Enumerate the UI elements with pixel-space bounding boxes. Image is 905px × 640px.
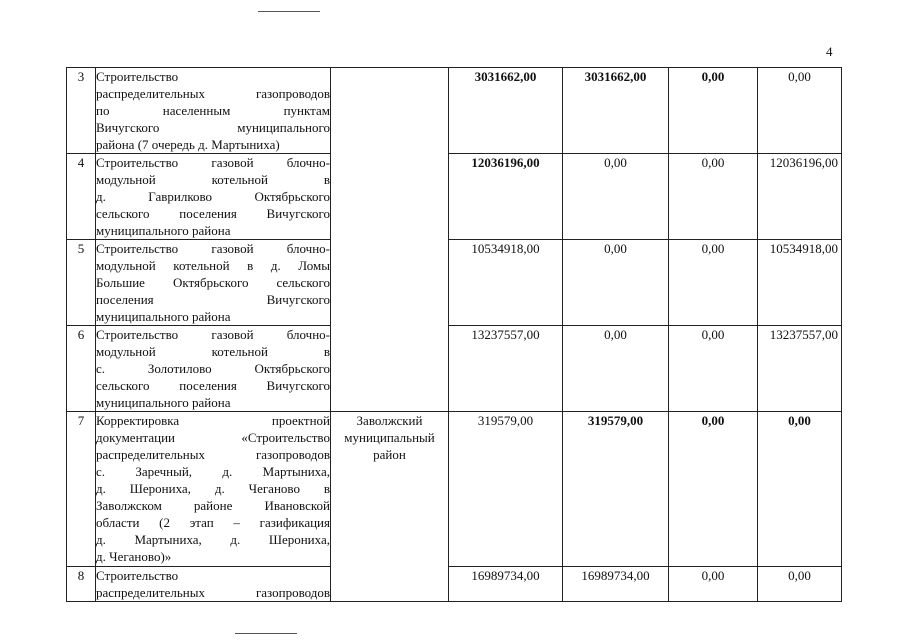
row-number: 4: [67, 154, 96, 240]
value-col2: 0,00: [563, 240, 669, 326]
value-total: 3031662,00: [449, 68, 563, 154]
value-col4: 13237557,00: [758, 326, 842, 412]
value-total: 12036196,00: [449, 154, 563, 240]
row-number: 8: [67, 567, 96, 602]
value-total: 10534918,00: [449, 240, 563, 326]
value-col4: 0,00: [758, 412, 842, 567]
value-col3: 0,00: [669, 154, 758, 240]
value-col2: 319579,00: [563, 412, 669, 567]
value-total: 13237557,00: [449, 326, 563, 412]
value-total: 319579,00: [449, 412, 563, 567]
value-col2: 0,00: [563, 154, 669, 240]
page-number: 4: [826, 44, 833, 59]
table-row: [67, 412, 842, 567]
value-col4: 0,00: [758, 68, 842, 154]
project-name: Строительство распределительных газопроводов: [96, 568, 330, 600]
row-number: 6: [67, 326, 96, 412]
project-name: Строительство газовой блочно- модульной котельной в д. Ломы Большие Октябрьского сельского поселения Вичугского муниципального района: [96, 241, 330, 324]
table-row: [67, 326, 842, 412]
row-number: 3: [67, 68, 96, 154]
value-col4: 12036196,00: [758, 154, 842, 240]
row-number: 5: [67, 240, 96, 326]
municipality-cell: Заволжский муниципальный район: [331, 412, 449, 602]
value-col2: 3031662,00: [563, 68, 669, 154]
value-col2: 16989734,00: [563, 567, 669, 602]
value-col3: 0,00: [669, 567, 758, 602]
row-number: 7: [67, 412, 96, 567]
value-col3: 0,00: [669, 240, 758, 326]
value-col2: 0,00: [563, 326, 669, 412]
top-separator-line: [258, 11, 320, 12]
value-col4: 0,00: [758, 567, 842, 602]
project-name: Корректировка проектной документации «Строительство распределительных газопроводов с. Заречный, д. Мартыниха, д. Шерониха, д. Чеганово в Заволжском районе Ивановской области (2 этап – газификация д. Мартыниха, д. Шерониха, д. Чеганово)»: [96, 412, 331, 567]
value-col4: 10534918,00: [758, 240, 842, 326]
value-total: 16989734,00: [449, 567, 563, 602]
project-name: Строительство газовой блочно- модульной котельной в с. Золотилово Октябрьского сельского поселения Вичугского муниципального района: [96, 327, 330, 410]
project-name: Строительство распределительных газопроводов по населенным пунктам Вичугского муниципального района (7 очередь д. Мартыниха): [96, 69, 330, 152]
project-name: Строительство газовой блочно- модульной котельной в д. Гаврилково Октябрьского сельского поселения Вичугского муниципального района: [96, 155, 330, 238]
table-row: [67, 567, 842, 602]
value-col3: 0,00: [669, 412, 758, 567]
bottom-separator-line: [235, 633, 297, 634]
funding-table: [66, 67, 842, 602]
table-row: [67, 154, 842, 240]
municipality-cell: [331, 68, 449, 412]
value-col3: 0,00: [669, 326, 758, 412]
table-row: [67, 68, 842, 154]
table-row: [67, 240, 842, 326]
value-col3: 0,00: [669, 68, 758, 154]
